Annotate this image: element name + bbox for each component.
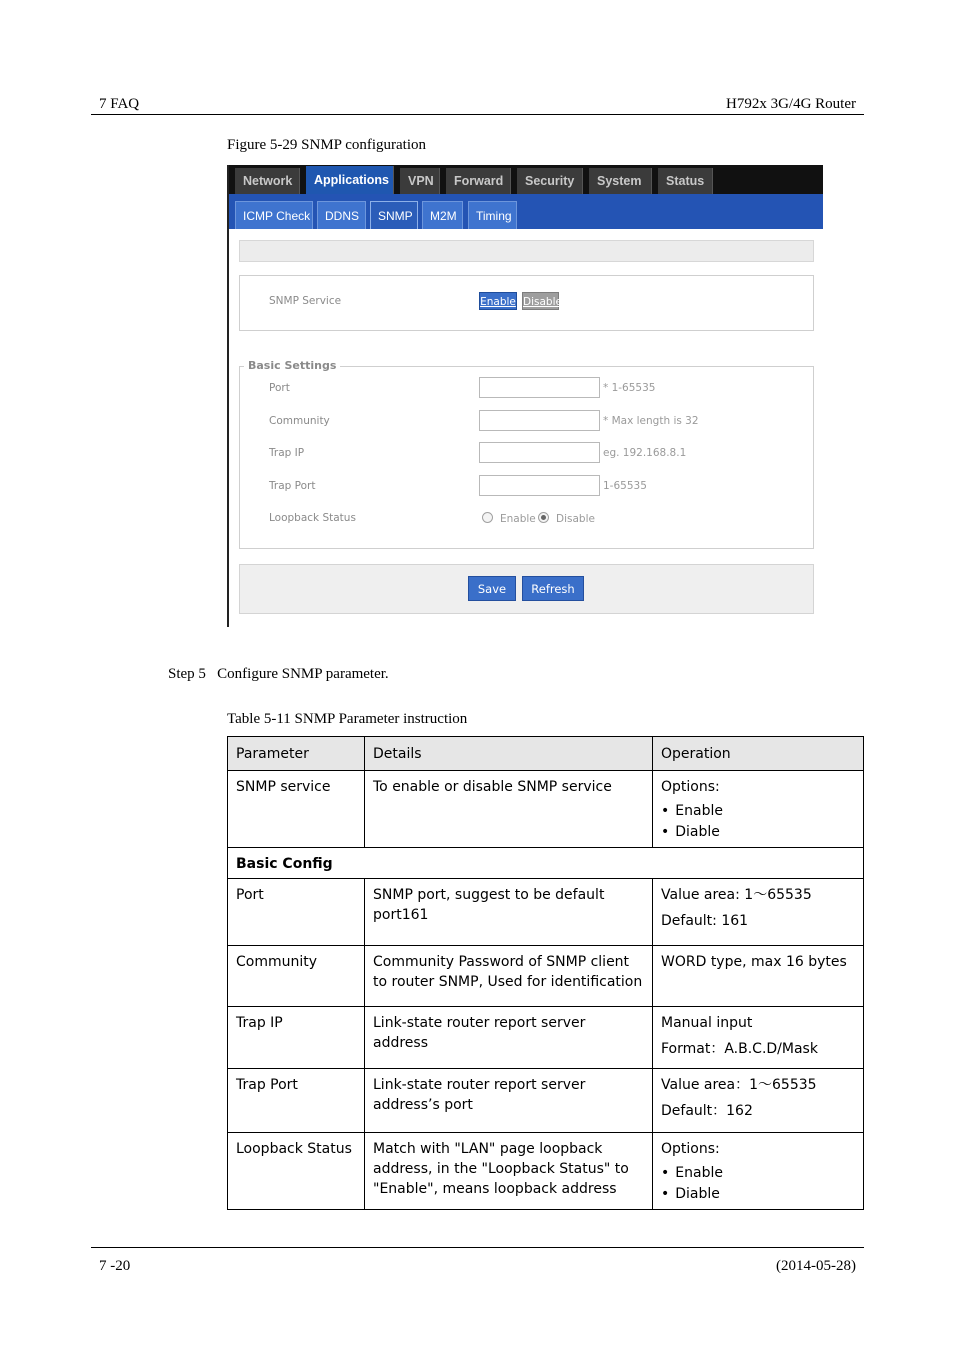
- table-header-row: [228, 737, 864, 771]
- header-product: H792x 3G/4G Router: [726, 96, 856, 112]
- port-input[interactable]: [479, 377, 600, 398]
- step-text: Step 5 Configure SNMP parameter.: [168, 666, 389, 682]
- trap-ip-input[interactable]: [479, 442, 600, 463]
- details-cell: To enable or disable SNMP service: [365, 771, 653, 848]
- top-navigation: [229, 165, 823, 194]
- subtab-ddns[interactable]: DDNS: [317, 201, 366, 229]
- status-bar: [239, 240, 814, 262]
- trap-ip-label: Trap IP: [269, 447, 305, 459]
- table-row: [228, 1069, 864, 1133]
- table-row: [228, 1007, 864, 1069]
- details-cell: Match with "LAN" page loopback address, in the "Loopback Status" to "Enable", means loopback address: [365, 1133, 653, 1210]
- snmp-parameter-table: [227, 736, 864, 1210]
- option-item: • Diable: [661, 1184, 855, 1205]
- subtab-timing[interactable]: Timing: [468, 201, 517, 229]
- snmp-service-label: SNMP Service: [269, 295, 342, 307]
- operation-cell: [653, 1069, 864, 1133]
- tab-status[interactable]: Status: [658, 168, 713, 194]
- param-cell: Trap IP: [228, 1007, 365, 1069]
- document-date: (2014-05-28): [776, 1258, 856, 1274]
- operation-cell: [653, 1007, 864, 1069]
- operation-line: Default：162: [661, 1103, 753, 1119]
- operation-line: Format：A.B.C.D/Mask: [661, 1041, 818, 1057]
- subtab-m2m[interactable]: M2M: [422, 201, 463, 229]
- community-hint: * Max length is 32: [603, 415, 699, 427]
- option-item: • Enable: [661, 1163, 855, 1184]
- port-hint: * 1-65535: [603, 382, 656, 394]
- header-details: Details: [365, 737, 653, 771]
- section-basic-config: Basic Config: [228, 848, 864, 879]
- param-cell: Port: [228, 879, 365, 946]
- tab-security[interactable]: Security: [517, 168, 583, 194]
- tab-system[interactable]: System: [589, 168, 652, 194]
- operation-title: Options:: [661, 1141, 720, 1157]
- loopback-disable-radio[interactable]: [538, 512, 549, 523]
- header-rule: [91, 114, 864, 115]
- port-label: Port: [269, 382, 290, 394]
- param-cell: Trap Port: [228, 1069, 365, 1133]
- header-operation: Operation: [653, 737, 864, 771]
- details-cell: SNMP port, suggest to be default port161: [365, 879, 653, 946]
- operation-options: [661, 801, 855, 843]
- loopback-enable-label: Enable: [500, 513, 536, 525]
- trap-port-input[interactable]: [479, 475, 600, 496]
- tab-applications[interactable]: Applications: [306, 166, 394, 194]
- subtab-icmp-check[interactable]: ICMP Check: [235, 201, 313, 229]
- community-label: Community: [269, 415, 330, 427]
- page-number: 7 -20: [99, 1258, 131, 1274]
- loopback-status-label: Loopback Status: [269, 512, 356, 524]
- loopback-enable-radio[interactable]: [482, 512, 493, 523]
- screenshot-left-border: [227, 165, 229, 627]
- sub-navigation: [229, 194, 823, 229]
- operation-cell: WORD type, max 16 bytes: [653, 946, 864, 1007]
- param-cell: Loopback Status: [228, 1133, 365, 1210]
- trap-port-label: Trap Port: [269, 480, 316, 492]
- details-cell: Link-state router report server address’s port: [365, 1069, 653, 1133]
- operation-line: Manual input: [661, 1015, 753, 1031]
- param-cell: Community: [228, 946, 365, 1007]
- enable-button[interactable]: Enable: [479, 292, 517, 310]
- table-row: [228, 1133, 864, 1210]
- table-row: [228, 771, 864, 848]
- operation-options: [661, 1163, 855, 1205]
- details-cell: Link-state router report server address: [365, 1007, 653, 1069]
- table-section-row: [228, 848, 864, 879]
- tab-vpn[interactable]: VPN: [400, 168, 440, 194]
- operation-cell: [653, 771, 864, 848]
- subtab-snmp[interactable]: SNMP: [370, 201, 418, 229]
- save-button[interactable]: Save: [468, 576, 516, 601]
- header-chapter: 7 FAQ: [99, 96, 140, 112]
- trap-ip-hint: eg. 192.168.8.1: [603, 447, 687, 459]
- operation-line: Value area：1～65535: [661, 1077, 817, 1093]
- operation-cell: [653, 879, 864, 946]
- table-caption: Table 5-11 SNMP Parameter instruction: [227, 711, 468, 727]
- param-cell: SNMP service: [228, 771, 365, 848]
- community-input[interactable]: [479, 410, 600, 431]
- tab-forward[interactable]: Forward: [446, 168, 511, 194]
- basic-settings-legend: Basic Settings: [244, 359, 340, 372]
- table-row: [228, 879, 864, 946]
- table-row: [228, 946, 864, 1007]
- footer-rule: [91, 1247, 864, 1248]
- disable-button[interactable]: Disable: [522, 292, 559, 310]
- operation-line: Default: 161: [661, 913, 749, 929]
- header-parameter: Parameter: [228, 737, 365, 771]
- loopback-disable-label: Disable: [556, 513, 595, 525]
- option-item: • Diable: [661, 822, 855, 843]
- trap-port-hint: 1-65535: [603, 480, 647, 492]
- operation-cell: [653, 1133, 864, 1210]
- operation-title: Options:: [661, 779, 720, 795]
- option-item: • Enable: [661, 801, 855, 822]
- refresh-button[interactable]: Refresh: [522, 576, 584, 601]
- figure-caption: Figure 5-29 SNMP configuration: [227, 137, 427, 153]
- details-cell: Community Password of SNMP client to router SNMP, Used for identification: [365, 946, 653, 1007]
- operation-line: Value area: 1～65535: [661, 887, 812, 903]
- tab-network[interactable]: Network: [235, 168, 300, 194]
